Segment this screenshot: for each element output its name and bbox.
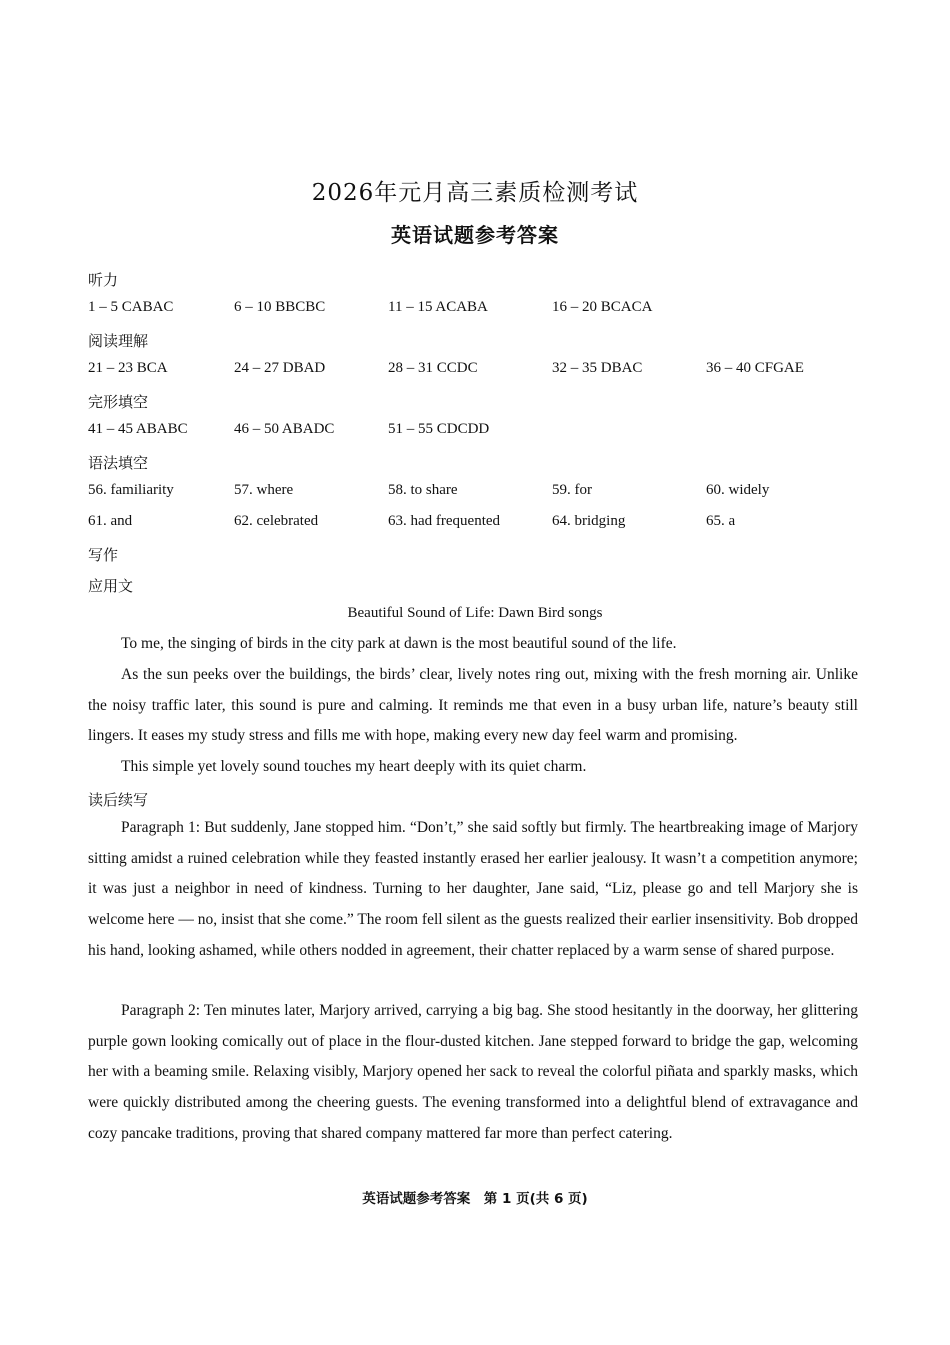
- answer-group: 6 – 10 BBCBC: [234, 299, 326, 315]
- answer-item: 58. to share: [388, 482, 458, 498]
- answer-item: 61. and: [88, 513, 133, 529]
- exam-title: 2026年元月高三素质检测考试: [311, 180, 639, 206]
- answer-group: 41 – 45 ABABC: [88, 421, 188, 437]
- section-label-continuation: 读后续写: [88, 791, 149, 809]
- answer-group: 21 – 23 BCA: [88, 360, 168, 376]
- section-label-listening: 听力: [88, 271, 119, 289]
- answer-row-listening: [0, 299, 950, 321]
- continuation-paragraph-2: Paragraph 2: Ten minutes later, Marjory arrived, carrying a big bag. She stood hesitantly in the doorway, her glittering purple gown looking comically out of place in the flour-dusted kitchen. Jane stepped forward to bridge the gap, welcoming her with a beaming smile. Relaxing visibly, Marjory opened her sack to reveal the colorful piñata and sparkly masks, which were quickly distributed among the cheering guests. The evening transformed into a delightful blend of extravagance and cozy pancake traditions, proving that shared company mattered far more than perfect catering.: [88, 1002, 858, 1142]
- answer-group: 28 – 31 CCDC: [388, 360, 478, 376]
- continuation-paragraph-1: Paragraph 1: But suddenly, Jane stopped him. “Don’t,” she said softly but firmly. The heartbreaking image of Marjory sitting amidst a ruined celebration while they feasted instantly erased her earlier jealousy. It wasn’t a competition anymore; it was just a neighbor in need of kindness. Turning to her daughter, Jane said, “Liz, please go and tell Marjory she is welcome here — no, insist that she come.” The room fell silent as the guests realized their earlier insensitivity. Bob dropped his hand, looking ashamed, while others nodded in agreement, their chatter replaced by a warm sense of shared purpose.: [88, 819, 858, 959]
- answer-group: 36 – 40 CFGAE: [706, 360, 804, 376]
- answer-group: 24 – 27 DBAD: [234, 360, 326, 376]
- answer-group: 46 – 50 ABADC: [234, 421, 335, 437]
- section-label-grammar: 语法填空: [88, 454, 149, 472]
- answer-row-reading: [0, 360, 950, 382]
- section-label-reading: 阅读理解: [88, 332, 149, 350]
- section-label-practical: 应用文: [88, 577, 134, 595]
- essay-title: Beautiful Sound of Life: Dawn Bird songs: [347, 605, 603, 621]
- section-label-cloze: 完形填空: [88, 393, 149, 411]
- answer-item: 62. celebrated: [234, 513, 319, 529]
- page-footer: 英语试题参考答案 第 1 页(共 6 页): [362, 1191, 588, 1207]
- essay-paragraph: As the sun peeks over the buildings, the birds’ clear, lively notes ring out, mixing with the fresh morning air. Unlike the noisy traffic later, this sound is pure and calming. It reminds me that even in a busy urban life, nature’s beauty still lingers. It eases my study stress and fills me with hope, making every new day feel warm and promising.: [88, 666, 858, 745]
- essay-paragraph: To me, the singing of birds in the city park at dawn is the most beautiful sound of the life.: [121, 635, 677, 652]
- answer-group: 11 – 15 ACABA: [388, 299, 488, 315]
- answer-row-grammar-2: [0, 513, 950, 535]
- answer-group: 32 – 35 DBAC: [552, 360, 643, 376]
- answer-row-cloze: [0, 421, 950, 443]
- answer-group: 1 – 5 CABAC: [88, 299, 174, 315]
- answer-item: 63. had frequented: [388, 513, 501, 529]
- answer-item: 56. familiarity: [88, 482, 174, 498]
- answer-row-grammar-1: [0, 482, 950, 504]
- answer-group: 51 – 55 CDCDD: [388, 421, 490, 437]
- answer-key-subtitle: 英语试题参考答案: [391, 223, 559, 247]
- answer-item: 57. where: [234, 482, 294, 498]
- answer-item: 65. a: [706, 513, 736, 529]
- answer-item: 64. bridging: [552, 513, 626, 529]
- answer-item: 60. widely: [706, 482, 770, 498]
- answer-item: 59. for: [552, 482, 592, 498]
- essay-paragraph: This simple yet lovely sound touches my heart deeply with its quiet charm.: [121, 758, 587, 775]
- section-label-writing: 写作: [88, 546, 119, 564]
- answer-group: 16 – 20 BCACA: [552, 299, 653, 315]
